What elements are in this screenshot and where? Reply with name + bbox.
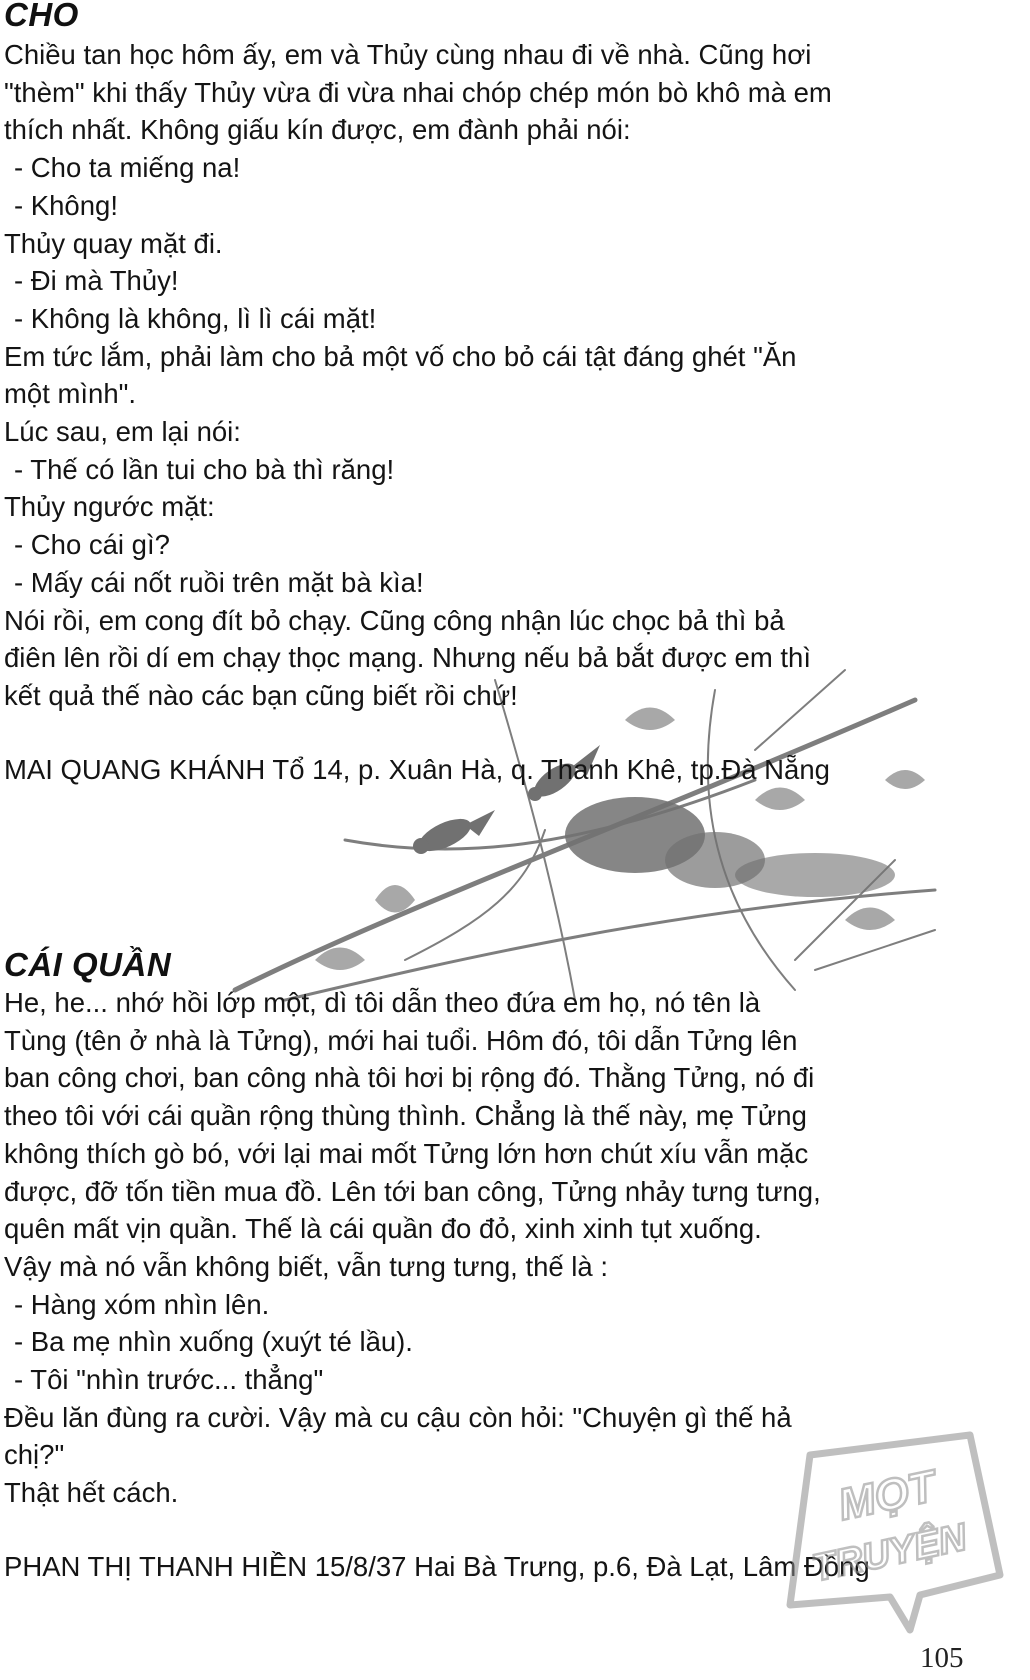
author-byline: PHAN THỊ THANH HIỀN 15/8/37 Hai Bà Trưng, p.6, Đà Lạt, Lâm Đồng <box>4 1550 870 1582</box>
dialogue-line: - Ba mẹ nhìn xuống (xuýt té lầu). <box>14 1326 413 1358</box>
watermark-text-bottom: TRUYỆN <box>808 1516 971 1591</box>
story-line: quên mất vịn quần. Thế là cái quần đo đỏ, xinh xinh tụt xuống. <box>4 1213 762 1245</box>
story-line: Tùng (tên ở nhà là Tửng), mới hai tuổi. Hôm đó, tôi dẫn Tửng lên <box>4 1024 798 1056</box>
watermark-text-top: MỌT <box>834 1461 940 1530</box>
dialogue-line: - Không! <box>14 189 118 221</box>
story-line: thích nhất. Không giấu kín được, em đành phải nói: <box>4 114 631 146</box>
dialogue-line: - Hàng xóm nhìn lên. <box>14 1288 270 1320</box>
story-line: "thèm" khi thấy Thủy vừa đi vừa nhai chóp chép món bò khô mà em <box>4 76 832 108</box>
story-line: Lúc sau, em lại nói: <box>4 416 241 448</box>
dialogue-line: - Đi mà Thủy! <box>14 265 179 297</box>
page-number: 105 <box>920 1642 964 1674</box>
story-title: CHO <box>4 0 79 33</box>
dialogue-line: - Cho cái gì? <box>14 529 170 561</box>
story-line: một mình". <box>4 378 137 410</box>
story-line: Chiều tan học hôm ấy, em và Thủy cùng nhau đi về nhà. Cũng hơi <box>4 39 812 70</box>
story-line: điên lên rồi dí em chạy thọc mạng. Nhưng nếu bả bắt được em thì <box>4 642 811 674</box>
story-line: Thủy quay mặt đi. <box>4 227 223 259</box>
story-cho <box>4 0 1014 788</box>
story-line: không thích gò bó, với lại mai mốt Tửng lớn hơn chút xíu vẫn mặc <box>4 1137 809 1169</box>
story-line: theo tôi với cái quần rộng thùng thình. Chẳng là thế này, mẹ Tửng <box>4 1100 807 1132</box>
story-line: Vậy mà nó vẫn không biết, vẫn tưng tưng, thế là : <box>4 1250 608 1282</box>
story-title: CÁI QUẦN <box>4 946 172 983</box>
story-line: Nói rồi, em cong đít bỏ chạy. Cũng công nhận lúc chọc bả thì bả <box>4 604 785 636</box>
story-line: Đều lăn đùng ra cười. Vậy mà cu cậu còn hỏi: "Chuyện gì thế hả <box>4 1401 792 1433</box>
story-line: Thủy ngước mặt: <box>4 491 215 523</box>
dialogue-line: - Thế có lần tui cho bà thì răng! <box>14 453 395 485</box>
story-line: được, đỡ tốn tiền mua đồ. Lên tới ban công, Tửng nhảy tưng tưng, <box>4 1175 821 1207</box>
mot-truyen-watermark-logo <box>770 1425 1010 1635</box>
author-byline: MAI QUANG KHÁNH Tổ 14, p. Xuân Hà, q. Thanh Khê, tp.Đà Nẵng <box>4 753 830 785</box>
dialogue-line: - Tôi "nhìn trước... thẳng" <box>14 1364 324 1396</box>
story-line: Thật hết cách. <box>4 1477 179 1509</box>
story-line: Em tức lắm, phải làm cho bả một vố cho bỏ cái tật đáng ghét "Ăn <box>4 340 797 372</box>
dialogue-line: - Cho ta miếng na! <box>14 152 241 184</box>
story-line: kết quả thế nào các bạn cũng biết rồi chứ! <box>4 679 518 711</box>
dialogue-line: - Mấy cái nốt ruồi trên mặt bà kìa! <box>14 566 424 598</box>
story-line: chị?" <box>4 1439 65 1471</box>
dialogue-line: - Không là không, lì lì cái mặt! <box>14 302 377 334</box>
story-line: He, he... nhớ hồi lớp một, dì tôi dẫn theo đứa em họ, nó tên là <box>4 987 761 1018</box>
story-line: ban công chơi, ban công nhà tôi hơi bị rộng đó. Thằng Tửng, nó đi <box>4 1062 815 1094</box>
story-body <box>4 36 1014 715</box>
